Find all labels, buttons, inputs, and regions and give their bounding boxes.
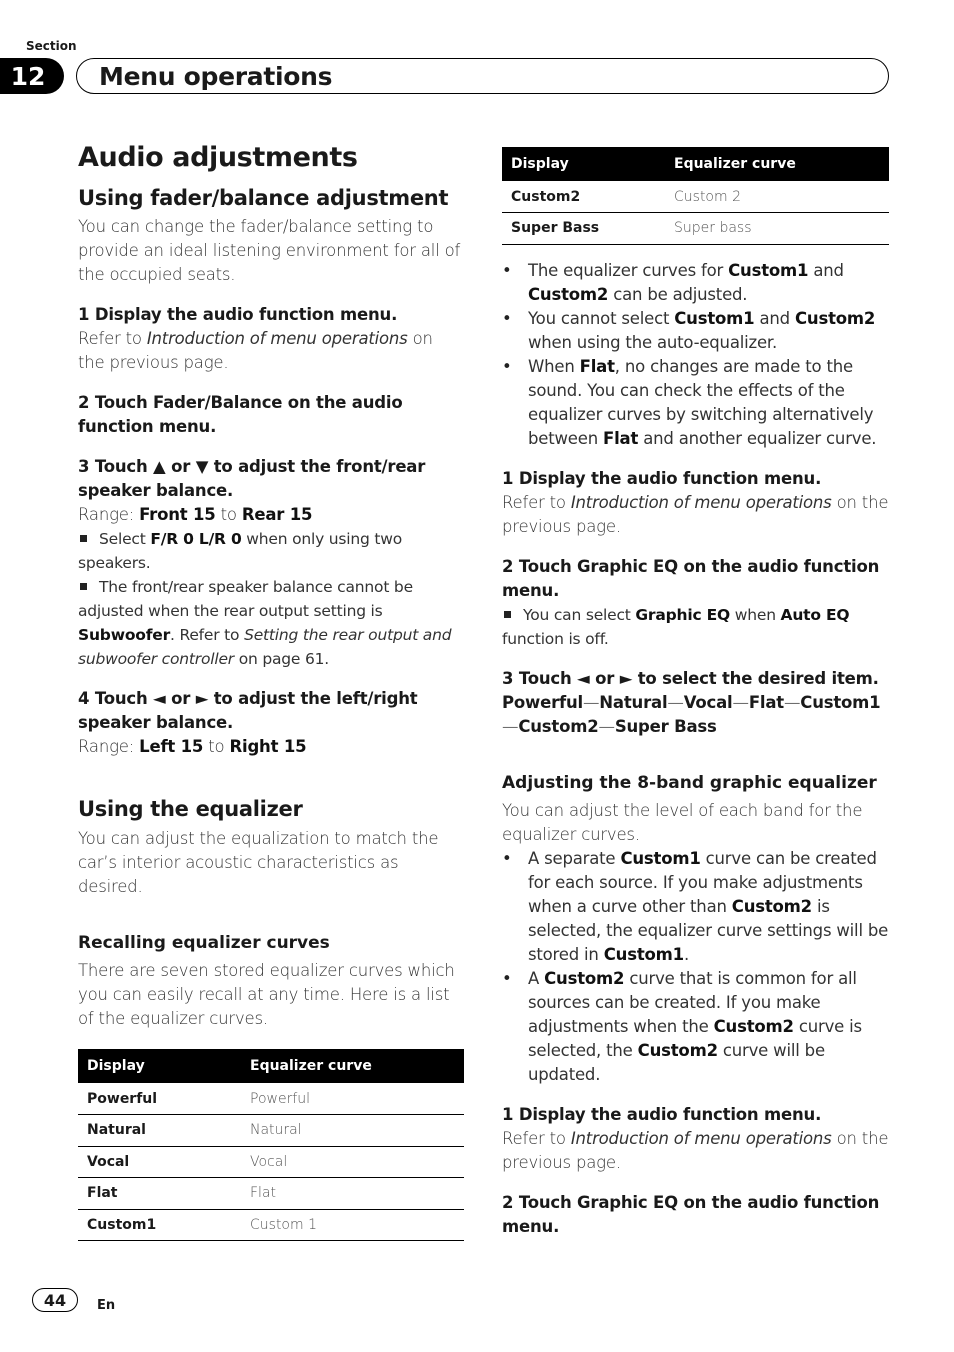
- table-header-curve: Equalizer curve: [241, 1049, 464, 1083]
- graphic-step-2: 2 Touch Graphic EQ on the audio function menu.: [502, 1192, 880, 1236]
- table-cell-display: Super Bass: [502, 213, 665, 245]
- table-row: [502, 181, 889, 213]
- graphic-step-1-ref: Refer to Introduction of menu operations on the previous page.: [502, 1128, 889, 1172]
- eq-step-1-ref: Refer to Introduction of menu operations on the previous page.: [502, 492, 889, 536]
- table-cell-display: Custom2: [502, 181, 665, 213]
- list-item: • You cannot select Custom1 and Custom2 when using the auto-equalizer.: [502, 307, 889, 355]
- table-row: [502, 213, 889, 245]
- equalizer-intro: You can adjust the equalization to match the car’s interior acoustic characteristics as desired.: [78, 829, 439, 896]
- page-number: 44: [32, 1288, 78, 1312]
- table-row: [78, 1083, 464, 1115]
- equalizer-bullets: [502, 259, 889, 451]
- fader-note-2: The front/rear speaker balance cannot be adjusted when the rear output setting is Subwoofer. Refer to Setting the rear output and subwoofer controller on page 61.: [78, 578, 452, 668]
- eq-note: You can select Graphic EQ when Auto EQ function is off.: [502, 605, 850, 648]
- table-cell-display: Powerful: [78, 1083, 241, 1115]
- section-title: Menu operations: [99, 61, 333, 91]
- section-number-badge: 12: [0, 58, 64, 94]
- fader-heading: Using fader/balance adjustment: [78, 186, 449, 210]
- table-row: [78, 1178, 464, 1210]
- table-row: [78, 1115, 464, 1147]
- table-cell-display: Vocal: [78, 1146, 241, 1178]
- table-cell-curve: Flat: [241, 1178, 464, 1210]
- table-cell-curve: Custom 1: [241, 1209, 464, 1241]
- table-header-display: Display: [502, 147, 665, 181]
- recall-text: There are seven stored equalizer curves which you can easily recall at any time. Here is a list of the equalizer curves.: [78, 961, 455, 1028]
- table-row: [78, 1146, 464, 1178]
- fader-step-4-range: Range: Left 15 to Right 15: [78, 737, 307, 756]
- fader-step-4: 4 Touch ◄ or ► to adjust the left/right speaker balance.: [78, 689, 418, 732]
- table-cell-display: Flat: [78, 1178, 241, 1210]
- list-item: • When Flat, no changes are made to the sound. You can check the effects of the equalizer curves by switching alternatively between Flat and another equalizer curve.: [502, 355, 889, 451]
- table-header-row: [502, 147, 889, 181]
- list-item: • The equalizer curves for Custom1 and Custom2 can be adjusted.: [502, 259, 889, 307]
- fader-note-1: Select F/R 0 L/R 0 when only using two speakers.: [78, 530, 403, 572]
- equalizer-table-left: [78, 1049, 464, 1241]
- square-bullet-icon: [80, 583, 87, 590]
- eq-sequence: Powerful—Natural—Vocal—Flat—Custom1 —Custom2—Super Bass: [502, 692, 881, 736]
- eq-step-3: 3 Touch ◄ or ► to select the desired item.: [502, 668, 879, 688]
- table-cell-curve: Super bass: [665, 213, 889, 245]
- eq-step-1: 1 Display the audio function menu.: [502, 468, 822, 488]
- fader-step-3: 3 Touch ▲ or ▼ to adjust the front/rear speaker balance.: [78, 457, 426, 500]
- table-header-row: [78, 1049, 464, 1083]
- square-bullet-icon: [80, 535, 87, 542]
- section-label: Section: [26, 39, 77, 53]
- left-column: [78, 140, 464, 1241]
- table-cell-display: Natural: [78, 1115, 241, 1147]
- graphic-eq-intro: You can adjust the level of each band for the equalizer curves.: [502, 800, 863, 844]
- table-cell-curve: Natural: [241, 1115, 464, 1147]
- table-row: [78, 1209, 464, 1241]
- fader-step-2: 2 Touch Fader/Balance on the audio function menu.: [78, 393, 403, 436]
- table-header-curve: Equalizer curve: [665, 147, 889, 181]
- table-cell-display: Custom1: [78, 1209, 241, 1241]
- graphic-eq-bullets: [502, 847, 889, 1087]
- page-title: Audio adjustments: [78, 142, 358, 173]
- table-cell-curve: Custom 2: [665, 181, 889, 213]
- list-item: • A Custom2 curve that is common for all sources can be created. If you make adjustments when the Custom2 curve is selected, the Custom2 curve will be updated.: [502, 967, 889, 1087]
- fader-step-1: 1 Display the audio function menu.: [78, 305, 398, 324]
- table-header-display: Display: [78, 1049, 241, 1083]
- graphic-eq-heading: Adjusting the 8-band graphic equalizer: [502, 772, 877, 793]
- table-cell-curve: Powerful: [241, 1083, 464, 1115]
- equalizer-table-right: [502, 147, 889, 245]
- eq-step-2: 2 Touch Graphic EQ on the audio function menu.: [502, 556, 880, 600]
- section-header-bar: [76, 58, 889, 94]
- language-label: En: [97, 1298, 116, 1313]
- table-cell-curve: Vocal: [241, 1146, 464, 1178]
- right-column: [502, 147, 889, 1239]
- list-item: • A separate Custom1 curve can be created for each source. If you make adjustments when a curve other than Custom2 is selected, the equalizer curve settings will be stored in Custom1.: [502, 847, 889, 967]
- equalizer-heading: Using the equalizer: [78, 797, 303, 821]
- fader-step-1-ref: Refer to Introduction of menu operations on the previous page.: [78, 329, 433, 372]
- recall-heading: Recalling equalizer curves: [78, 933, 330, 953]
- square-bullet-icon: [504, 611, 511, 618]
- fader-intro: You can change the fader/balance setting to provide an ideal listening environment for all of the occupied seats.: [78, 217, 461, 284]
- fader-step-3-range: Range: Front 15 to Rear 15: [78, 505, 313, 524]
- graphic-step-1: 1 Display the audio function menu.: [502, 1104, 822, 1124]
